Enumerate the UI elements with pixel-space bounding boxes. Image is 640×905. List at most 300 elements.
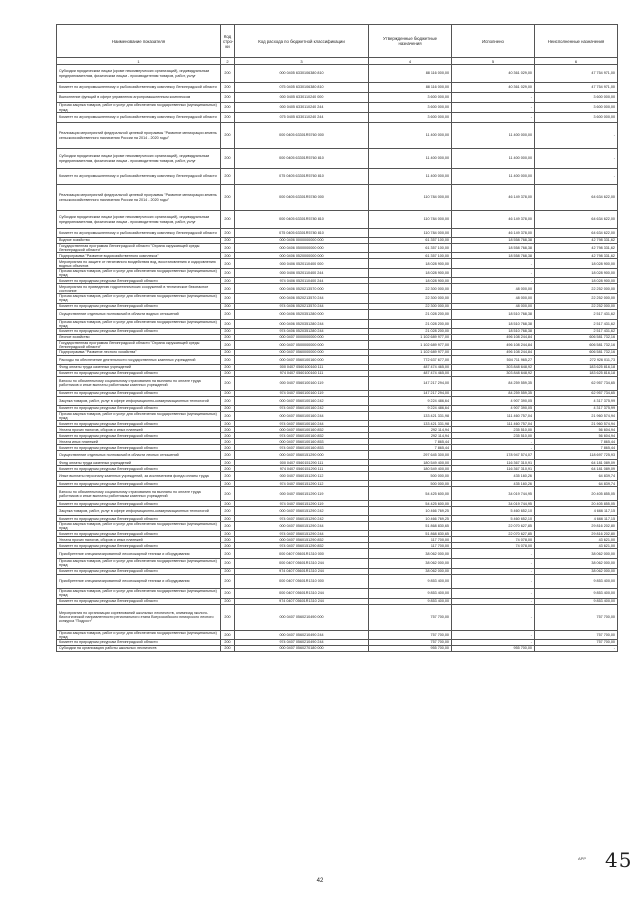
row-line-code: 200 <box>221 269 235 278</box>
row-unexecuted: 2 517 431,62 <box>535 328 618 334</box>
row-name: Комитет по природным ресурсам Ленинградской области <box>57 516 221 522</box>
row-line-code: 200 <box>221 123 235 149</box>
row-unexecuted: 47 754 971,00 <box>535 65 618 83</box>
row-line-code: 200 <box>221 284 235 294</box>
row-budget-code: 075 0405 6330106380 810 <box>235 83 369 93</box>
table-row <box>57 123 618 149</box>
row-name: Субсидии юридическим лицам (кроме некоммерческих организаций), индивидуальным предпринимателям, физическим лицам - производителям товаров, работ, услуг <box>57 65 221 83</box>
column-numbers-row <box>57 58 618 65</box>
row-name: Прочая закупка товаров, работ и услуг для обеспечения государственных (муниципальных) нужд <box>57 319 221 328</box>
row-line-code: 200 <box>221 113 235 123</box>
row-name: Уплата прочих налогов, сборов и иных платежей <box>57 427 221 433</box>
row-unexecuted: 9 853 400,00 <box>535 598 618 604</box>
row-budget-code: 974 0406 0520213570 244 <box>235 303 369 309</box>
row-name: Уплата прочих налогов, сборов и иных платежей <box>57 537 221 543</box>
row-executed: 18 510 768,38 <box>452 309 535 319</box>
row-name: Комитет по природным ресурсам Ленинградской области <box>57 433 221 439</box>
row-budget-code: 000 0407 0560100160 111 <box>235 364 369 370</box>
row-name: Комитет по природным ресурсам Ленинградской области <box>57 501 221 507</box>
row-executed: - <box>452 568 535 574</box>
row-unexecuted: 3 600 000,00 <box>535 103 618 113</box>
row-name: Комитет по природным ресурсам Ленинградской области <box>57 531 221 537</box>
row-budget-code: 000 0407 0560100160 242 <box>235 396 369 405</box>
row-approved: 9 224 486,64 <box>369 405 452 411</box>
row-line-code: 200 <box>221 531 235 537</box>
table-row <box>57 269 618 278</box>
row-name: Комитет по агропромышленному и рыбохозяйственному комплексу Ленинградской области <box>57 113 221 123</box>
row-approved: 18 028 900,00 <box>369 259 452 269</box>
row-line-code: 200 <box>221 439 235 445</box>
row-budget-code: 000 0407 0560210490 244 <box>235 630 369 639</box>
margin-mark: АРР <box>578 856 587 861</box>
row-budget-code: 974 0407 0560100160 111 <box>235 370 369 376</box>
row-budget-code: 000 0407 0560270180 000 <box>235 645 369 651</box>
row-unexecuted: 38 062 000,00 <box>535 559 618 568</box>
table-row <box>57 604 618 630</box>
row-line-code: 200 <box>221 522 235 531</box>
row-approved: 133 421 331,98 <box>369 421 452 427</box>
row-executed: 5 460 652,10 <box>452 507 535 516</box>
row-name: Государственная программа Ленинградской области "Охрана окружающей среды Ленинградской области" <box>57 244 221 253</box>
row-executed: 18 558 768,38 <box>452 244 535 253</box>
row-executed: - <box>452 559 535 568</box>
row-unexecuted: 18 028 900,00 <box>535 259 618 269</box>
row-unexecuted: 4 317 375,99 <box>535 405 618 411</box>
row-unexecuted: 22 252 000,00 <box>535 284 618 294</box>
row-name: Прочая закупка товаров, работ и услуг для обеспечения государственных (муниципальных) нужд <box>57 522 221 531</box>
row-name: Субсидии юридическим лицам (кроме некоммерческих организаций), индивидуальным предпринимателям, физическим лицам - производителям товаров, работ, услуг <box>57 149 221 169</box>
row-line-code: 200 <box>221 568 235 574</box>
row-unexecuted: 64 634 622,00 <box>535 185 618 211</box>
table-row <box>57 309 618 319</box>
row-line-code: 200 <box>221 396 235 405</box>
row-approved: 22 300 000,00 <box>369 284 452 294</box>
row-name: Взносы по обязательному социальному страхованию на выплаты по оплате труда работников и иные выплаты работникам казенных учреждений <box>57 487 221 501</box>
row-unexecuted: 606 581 732,16 <box>535 349 618 355</box>
row-name: Прочая закупка товаров, работ и услуг для обеспечения государственных (муниципальных) нужд <box>57 103 221 113</box>
row-budget-code: 000 0405 6330110240 000 <box>235 93 369 103</box>
table-row <box>57 588 618 598</box>
row-name: Водное хозяйство <box>57 238 221 244</box>
row-unexecuted: - <box>535 645 618 651</box>
row-line-code: 200 <box>221 481 235 487</box>
row-approved: 487 474 465,00 <box>369 364 452 370</box>
row-executed: - <box>452 278 535 284</box>
row-name: Прочая закупка товаров, работ и услуг для обеспечения государственных (муниципальных) нужд <box>57 630 221 639</box>
row-executed: 111 460 757,04 <box>452 421 535 427</box>
row-executed: 46 149 378,00 <box>452 211 535 229</box>
row-executed: 46 149 378,00 <box>452 229 535 238</box>
row-name: Прочая закупка товаров, работ и услуг для обеспечения государственных (муниципальных) нужд <box>57 559 221 568</box>
row-unexecuted: 3 600 000,00 <box>535 93 618 103</box>
row-line-code: 200 <box>221 598 235 604</box>
row-approved: 61 357 100,00 <box>369 238 452 244</box>
row-name: Выполнение функций в сфере управления агропромышленным комплексом <box>57 93 221 103</box>
row-executed: 435 160,26 <box>452 472 535 481</box>
row-executed: 48 000,00 <box>452 284 535 294</box>
row-budget-code: 000 0407 05601R1310 000 <box>235 549 369 559</box>
row-budget-code: 000 0405 63301R5780 000 <box>235 185 369 211</box>
row-unexecuted: 7 865,44 <box>535 439 618 445</box>
row-approved: 7 865,44 <box>369 445 452 451</box>
row-executed: 116 367 310,91 <box>452 460 535 466</box>
row-budget-code: 000 0406 0520351280 244 <box>235 319 369 328</box>
row-budget-code: 000 0407 0560151290 244 <box>235 522 369 531</box>
row-approved: 757 700,00 <box>369 630 452 639</box>
row-unexecuted: 29 816 202,80 <box>535 522 618 531</box>
row-unexecuted: 757 700,00 <box>535 630 618 639</box>
table-row <box>57 65 618 83</box>
row-line-code: 200 <box>221 411 235 420</box>
row-approved: 9 853 400,00 <box>369 588 452 598</box>
row-budget-code: 075 0405 6330110240 244 <box>235 113 369 123</box>
table-row <box>57 376 618 390</box>
table-row <box>57 259 618 269</box>
row-approved: 292 114,94 <box>369 433 452 439</box>
table-row <box>57 507 618 516</box>
table-row <box>57 549 618 559</box>
row-executed: 22 070 627,85 <box>452 531 535 537</box>
row-line-code: 200 <box>221 238 235 244</box>
row-line-code: 200 <box>221 487 235 501</box>
row-budget-code: 000 0405 63301R5760 000 <box>235 123 369 149</box>
row-executed: 504 711 965,27 <box>452 355 535 364</box>
row-unexecuted: 56 604,94 <box>535 433 618 439</box>
row-executed: 48 000,00 <box>452 303 535 309</box>
row-line-code: 200 <box>221 93 235 103</box>
row-approved: 22 300 000,00 <box>369 303 452 309</box>
table-row <box>57 559 618 568</box>
header-approved: Утвержденные бюджетные назначения <box>369 25 452 58</box>
row-executed: - <box>452 103 535 113</box>
page-number: 42 <box>316 878 324 884</box>
column-number: 5 <box>452 58 535 65</box>
row-executed: 11 400 000,00 <box>452 169 535 185</box>
row-budget-code: 974 0407 05601R1310 244 <box>235 598 369 604</box>
row-line-code: 200 <box>221 211 235 229</box>
row-approved: 1 102 689 977,00 <box>369 340 452 349</box>
row-line-code: 200 <box>221 278 235 284</box>
row-approved: 21 028 200,00 <box>369 319 452 328</box>
row-unexecuted: 42 798 331,62 <box>535 244 618 253</box>
row-unexecuted: 9 853 400,00 <box>535 588 618 598</box>
row-unexecuted: 2 517 431,62 <box>535 309 618 319</box>
table-row <box>57 355 618 364</box>
table-row <box>57 169 618 185</box>
table-row <box>57 630 618 639</box>
column-number: 6 <box>535 58 618 65</box>
row-executed: - <box>452 604 535 630</box>
row-approved: 21 028 200,00 <box>369 309 452 319</box>
table-row <box>57 149 618 169</box>
row-budget-code: 000 0407 0560151290 000 <box>235 451 369 460</box>
row-line-code: 200 <box>221 349 235 355</box>
row-unexecuted: 4 666 117,15 <box>535 516 618 522</box>
row-budget-code: 974 0407 0560100160 244 <box>235 421 369 427</box>
row-budget-code: 000 0407 0560100160 852 <box>235 427 369 433</box>
row-line-code: 200 <box>221 588 235 598</box>
row-executed: 496 108 244,84 <box>452 340 535 349</box>
table-row <box>57 340 618 349</box>
table-row <box>57 472 618 481</box>
table-row <box>57 411 618 420</box>
row-name: Комитет по агропромышленному и рыбохозяйственному комплексу Ленинградской области <box>57 229 221 238</box>
row-approved: 10 466 769,25 <box>369 516 452 522</box>
row-executed: - <box>452 588 535 598</box>
row-approved: 38 062 000,00 <box>369 559 452 568</box>
row-line-code: 200 <box>221 501 235 507</box>
row-name: Комитет по природным ресурсам Ленинградской области <box>57 278 221 284</box>
column-number: 4 <box>369 58 452 65</box>
row-executed: 4 907 390,05 <box>452 405 535 411</box>
row-line-code: 200 <box>221 639 235 645</box>
row-executed: 303 848 648,92 <box>452 364 535 370</box>
header-budget-code: Код расхода по бюджетной классификации <box>235 25 369 58</box>
row-unexecuted: 4 317 375,99 <box>535 396 618 405</box>
row-approved: 110 784 000,00 <box>369 229 452 238</box>
row-budget-code: 075 0405 63301R5780 810 <box>235 229 369 238</box>
row-line-code: 200 <box>221 253 235 259</box>
row-unexecuted: - <box>535 123 618 149</box>
row-name: Закупка товаров, работ, услуг в сфере информационно-коммуникационных технологий <box>57 507 221 516</box>
row-line-code: 200 <box>221 244 235 253</box>
row-executed: 18 510 768,38 <box>452 328 535 334</box>
table-body <box>57 65 618 652</box>
row-budget-code: 974 0407 0560100160 242 <box>235 405 369 411</box>
row-budget-code: 000 0407 0560100160 000 <box>235 355 369 364</box>
row-unexecuted: 38 062 000,00 <box>535 568 618 574</box>
row-approved: 180 549 400,00 <box>369 460 452 466</box>
row-name: Комитет по природным ресурсам Ленинградской области <box>57 405 221 411</box>
row-approved: 757 700,00 <box>369 604 452 630</box>
row-name: Комитет по природным ресурсам Ленинградской области <box>57 481 221 487</box>
row-unexecuted: 21 960 574,94 <box>535 411 618 420</box>
row-name: Субсидии на организацию работы школьных лесничеств <box>57 645 221 651</box>
row-line-code: 200 <box>221 507 235 516</box>
row-budget-code: 000 0407 0560100160 244 <box>235 411 369 420</box>
row-budget-code: 974 0407 0560100160 119 <box>235 390 369 396</box>
row-budget-code: 000 0407 0560210490 000 <box>235 604 369 630</box>
row-name: Реализация мероприятий федеральной целевой программы "Развитие мелиорации земель сельскохозяйственного назначения России на 2014 - 2020 годы" <box>57 123 221 149</box>
table-row <box>57 244 618 253</box>
row-budget-code: 000 0406 0520110400 000 <box>235 259 369 269</box>
row-executed: - <box>452 113 535 123</box>
row-name: Комитет по природным ресурсам Ленинградской области <box>57 568 221 574</box>
row-approved: 772 637 677,00 <box>369 355 452 364</box>
budget-table <box>56 24 618 652</box>
row-executed: 48 000,00 <box>452 294 535 303</box>
row-unexecuted: 606 581 732,16 <box>535 334 618 340</box>
row-approved: 9 224 486,64 <box>369 396 452 405</box>
row-budget-code: 000 0406 0520000000 000 <box>235 253 369 259</box>
row-executed: 18 558 768,38 <box>452 253 535 259</box>
column-number: 1 <box>57 58 221 65</box>
table-row <box>57 229 618 238</box>
row-approved: 18 028 900,00 <box>369 269 452 278</box>
row-approved: 955 700,00 <box>369 645 452 651</box>
row-name: Мероприятия по приведению гидротехнических сооружений в техническое безопасное состояние <box>57 284 221 294</box>
row-name: Закупка товаров, работ, услуг в сфере информационно-коммуникационных технологий <box>57 396 221 405</box>
table-row <box>57 83 618 93</box>
row-unexecuted: 18 028 900,00 <box>535 278 618 284</box>
header-unexecuted: Неисполненные назначения <box>535 25 618 58</box>
column-number: 2 <box>221 58 235 65</box>
row-line-code: 200 <box>221 472 235 481</box>
row-name: Подпрограмма "Развитие водохозяйственного комплекса" <box>57 253 221 259</box>
row-name: Приобретение специализированной лесопожарной техники и оборудования <box>57 549 221 559</box>
row-line-code: 200 <box>221 83 235 93</box>
row-approved: 117 700,00 <box>369 543 452 549</box>
row-line-code: 200 <box>221 549 235 559</box>
row-line-code: 200 <box>221 390 235 396</box>
row-unexecuted: 757 700,00 <box>535 604 618 630</box>
row-budget-code: 000 0406 0500000000 000 <box>235 244 369 253</box>
row-unexecuted: 22 252 000,00 <box>535 294 618 303</box>
row-budget-code: 000 0406 0520213570 244 <box>235 294 369 303</box>
row-line-code: 200 <box>221 466 235 472</box>
row-name: Субсидии юридическим лицам (кроме некоммерческих организаций), индивидуальным предпринимателям, физическим лицам - производителям товаров, работ, услуг <box>57 211 221 229</box>
row-name: Фонд оплаты труда казенных учреждений <box>57 364 221 370</box>
row-unexecuted: 183 625 816,18 <box>535 364 618 370</box>
row-unexecuted: 606 581 732,16 <box>535 340 618 349</box>
row-line-code: 200 <box>221 355 235 364</box>
row-line-code: 200 <box>221 376 235 390</box>
row-unexecuted: 62 957 734,65 <box>535 376 618 390</box>
table-row <box>57 103 618 113</box>
row-approved: 147 217 294,00 <box>369 390 452 396</box>
row-budget-code: 000 0407 0000000000 000 <box>235 334 369 340</box>
row-line-code: 200 <box>221 303 235 309</box>
row-executed: - <box>452 598 535 604</box>
row-budget-code: 974 0407 0560151290 112 <box>235 481 369 487</box>
row-line-code: 200 <box>221 309 235 319</box>
row-name: Комитет по природным ресурсам Ленинградской области <box>57 328 221 334</box>
row-approved: 500 000,00 <box>369 472 452 481</box>
table-row <box>57 451 618 460</box>
row-budget-code: 000 0407 0560151290 111 <box>235 460 369 466</box>
row-budget-code: 000 0405 6330110240 244 <box>235 103 369 113</box>
row-line-code: 200 <box>221 516 235 522</box>
row-approved: 11 400 000,00 <box>369 149 452 169</box>
row-budget-code: 974 0406 0520110400 244 <box>235 278 369 284</box>
row-executed: 303 848 648,92 <box>452 370 535 376</box>
row-approved: 54 425 600,00 <box>369 501 452 507</box>
row-executed: - <box>452 439 535 445</box>
table-row <box>57 487 618 501</box>
row-budget-code: 000 0406 0520110400 244 <box>235 269 369 278</box>
header-line-code: Код стро- ки <box>221 25 235 58</box>
row-name: Расходы на обеспечение деятельности государственных казенных учреждений <box>57 355 221 364</box>
row-line-code: 200 <box>221 604 235 630</box>
row-executed: - <box>452 549 535 559</box>
row-unexecuted: 64 634 622,00 <box>535 229 618 238</box>
row-approved: 110 784 000,00 <box>369 211 452 229</box>
row-executed: 235 510,00 <box>452 427 535 433</box>
row-approved: 38 062 000,00 <box>369 568 452 574</box>
row-name: Комитет по агропромышленному и рыбохозяйственному комплексу Ленинградской области <box>57 83 221 93</box>
row-name: Мероприятия по организации соревнований школьных лесничеств, олимпиад эколого-биологической направленности регионального этапа Всероссийского юниорского лесного конкурса "Подрост" <box>57 604 221 630</box>
row-executed: - <box>452 93 535 103</box>
row-name: Приобретение специализированной лесопожарной техники и оборудования <box>57 574 221 588</box>
row-budget-code: 974 0407 0560151290 852 <box>235 543 369 549</box>
header-executed: Исполнено <box>452 25 535 58</box>
row-executed: 11 400 000,00 <box>452 149 535 169</box>
row-unexecuted: 22 252 000,00 <box>535 303 618 309</box>
row-name: Комитет по природным ресурсам Ленинградской области <box>57 303 221 309</box>
row-name: Прочая закупка товаров, работ и услуг для обеспечения государственных (муниципальных) нужд <box>57 269 221 278</box>
row-approved: 180 549 400,00 <box>369 466 452 472</box>
row-line-code: 200 <box>221 574 235 588</box>
row-executed: 4 907 390,05 <box>452 396 535 405</box>
row-approved: 292 114,94 <box>369 427 452 433</box>
table-row <box>57 294 618 303</box>
row-budget-code: 000 0407 0560100160 119 <box>235 376 369 390</box>
row-name: Взносы по обязательному социальному страхованию на выплаты по оплате труда работников и иные выплаты работникам казенных учреждений <box>57 376 221 390</box>
row-unexecuted: 56 604,94 <box>535 427 618 433</box>
row-approved: 88 116 000,00 <box>369 83 452 93</box>
row-line-code: 200 <box>221 405 235 411</box>
row-budget-code: 000 0406 0520213570 000 <box>235 284 369 294</box>
row-approved: 500 000,00 <box>369 481 452 487</box>
column-number: 3 <box>235 58 369 65</box>
row-name: Комитет по природным ресурсам Ленинградской области <box>57 390 221 396</box>
row-line-code: 200 <box>221 427 235 433</box>
row-executed: 34 019 744,95 <box>452 501 535 507</box>
row-executed: 34 019 744,95 <box>452 487 535 501</box>
row-name: Комитет по природным ресурсам Ленинградской области <box>57 445 221 451</box>
row-unexecuted: 18 028 900,00 <box>535 269 618 278</box>
row-name: Осуществление отдельных полномочий в области водных отношений <box>57 309 221 319</box>
row-unexecuted: 64 634 622,00 <box>535 211 618 229</box>
row-budget-code: 974 0406 0520351280 244 <box>235 328 369 334</box>
row-unexecuted: 64 181 089,09 <box>535 466 618 472</box>
row-executed: 955 700,00 <box>452 645 535 651</box>
row-line-code: 200 <box>221 433 235 439</box>
row-name: Фонд оплаты труда казенных учреждений <box>57 460 221 466</box>
row-executed: - <box>452 259 535 269</box>
row-line-code: 200 <box>221 103 235 113</box>
row-approved: 11 400 000,00 <box>369 169 452 185</box>
header-name: Наименование показателя <box>57 25 221 58</box>
row-approved: 117 700,00 <box>369 537 452 543</box>
row-executed: - <box>452 445 535 451</box>
row-unexecuted: 64 839,74 <box>535 472 618 481</box>
row-name: Государственная программа Ленинградской области "Охрана окружающей среды Ленинградской области" <box>57 340 221 349</box>
table-row <box>57 93 618 103</box>
row-approved: 3 600 000,00 <box>369 103 452 113</box>
row-unexecuted: 118 697 725,93 <box>535 451 618 460</box>
report-sheet <box>56 24 617 652</box>
row-line-code: 200 <box>221 185 235 211</box>
row-name: Иные выплаты персоналу казенных учреждений, за исключением фонда оплаты труда <box>57 472 221 481</box>
row-approved: 7 865,44 <box>369 439 452 445</box>
row-unexecuted: 7 865,44 <box>535 445 618 451</box>
table-row <box>57 645 618 651</box>
row-unexecuted: 42 798 331,62 <box>535 253 618 259</box>
row-unexecuted: 20 405 855,05 <box>535 501 618 507</box>
row-name: Комитет по природным ресурсам Ленинградской области <box>57 421 221 427</box>
row-approved: 18 028 900,00 <box>369 278 452 284</box>
table-row <box>57 185 618 211</box>
row-unexecuted: 757 700,00 <box>535 639 618 645</box>
row-approved: 9 853 400,00 <box>369 574 452 588</box>
row-budget-code: 000 0405 6330106380 810 <box>235 65 369 83</box>
row-unexecuted: - <box>535 149 618 169</box>
row-line-code: 200 <box>221 543 235 549</box>
row-unexecuted: 43 621,00 <box>535 537 618 543</box>
table-header <box>57 25 618 65</box>
row-approved: 3 600 000,00 <box>369 93 452 103</box>
